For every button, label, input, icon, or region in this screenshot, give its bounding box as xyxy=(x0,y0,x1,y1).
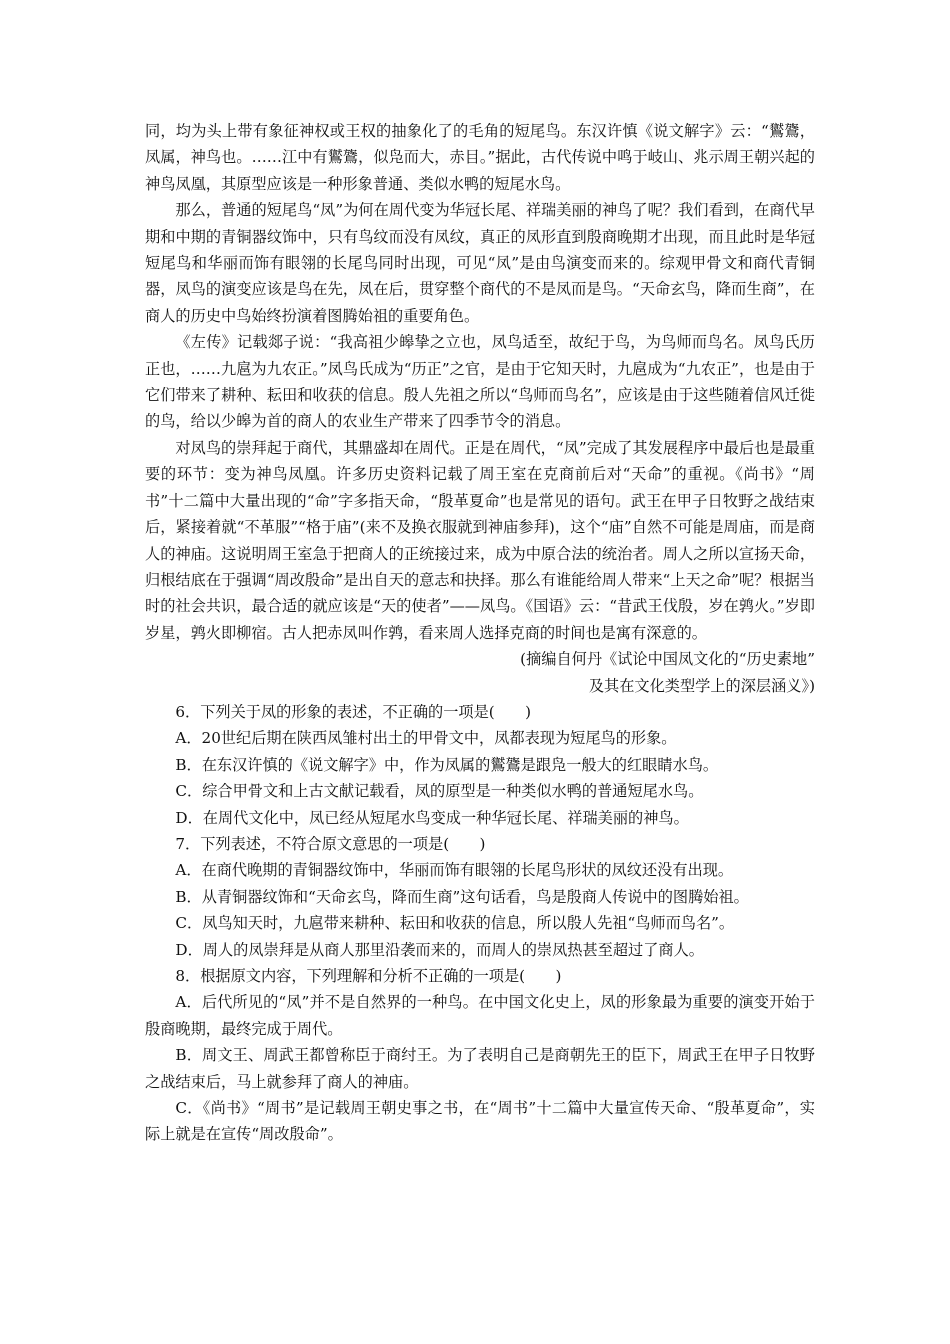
question-8-option-a: A．后代所见的“凤”并不是自然界的一种鸟。在中国文化史上，凤的形象最为重要的演变开始于殷商晚期，最终完成于周代。 xyxy=(145,993,815,1038)
question-6-option-b: B．在东汉许慎的《说文解字》中，作为凤属的鸑鷟是跟凫一般大的红眼睛水鸟。 xyxy=(175,755,719,774)
question-8-option-c: C．《尚书》“周书”是记载周王朝史事之书，在“周书”十二篇中大量宣传天命、“殷革夏命”，实际上就是在宣传“周改殷命”。 xyxy=(145,1099,815,1144)
question-7-option-b: B．从青铜器纹饰和“天命玄鸟，降而生商”这句话看，鸟是殷商人传说中的图腾始祖。 xyxy=(175,887,749,906)
passage-paragraph-2: 那么，普通的短尾鸟“凤”为何在周代变为华冠长尾、祥瑞美丽的神鸟了呢？我们看到，在商代早期和中期的青铜器纹饰中，只有鸟纹而没有凤纹，真正的凤形直到殷商晚期才出现，而且此时是华冠短尾鸟和华丽而饰有眼翎的长尾鸟同时出现，可见“凤”是由鸟演变而来的。综观甲骨文和商代青铜器，凤鸟的演变应该是鸟在先，凤在后，贯穿整个商代的不是凤而是鸟。“天命玄鸟，降而生商”，在商人的历史中鸟始终扮演着图腾始祖的重要角色。 xyxy=(145,201,815,325)
question-7-option-a: A．在商代晚期的青铜器纹饰中，华丽而饰有眼翎的长尾鸟形状的凤纹还没有出现。 xyxy=(175,861,734,880)
question-6-option-d: D．在周代文化中，凤已经从短尾水鸟变成一种华冠长尾、祥瑞美丽的神鸟。 xyxy=(175,808,689,827)
question-8-option-b: B．周文王、周武王都曾称臣于商纣王。为了表明自己是商朝先王的臣下，周武王在甲子日牧野之战结束后，马上就参拜了商人的神庙。 xyxy=(145,1046,815,1091)
question-7-option-d: D．周人的凤崇拜是从商人那里沿袭而来的，而周人的崇凤热甚至超过了商人。 xyxy=(175,940,704,959)
question-7-option-c: C．凤鸟知天时，九扈带来耕种、耘田和收获的信息，所以殷人先祖“鸟师而鸟名”。 xyxy=(175,914,735,933)
question-6-option-c: C．综合甲骨文和上古文献记载看，凤的原型是一种类似水鸭的普通短尾水鸟。 xyxy=(175,782,704,801)
question-7-stem: 7．下列表述，不符合原文意思的一项是( ) xyxy=(175,834,486,853)
question-6-stem: 6．下列关于凤的形象的表述，不正确的一项是( ) xyxy=(175,702,532,721)
source-citation-line-1: (摘编自何丹《试论中国凤文化的“历史素地” xyxy=(520,650,815,669)
source-citation-line-2: 及其在文化类型学上的深层涵义》) xyxy=(588,676,815,695)
passage-paragraph-1: 同，均为头上带有象征神权或王权的抽象化了的毛角的短尾鸟。东汉许慎《说文解字》云：“鸑鷟，凤属，神鸟也。……江中有鸑鷟，似凫而大，赤目。”据此，古代传说中鸣于岐山、兆示周王朝兴起的神鸟凤凰，其原型应该是一种形象普通、类似水鸭的短尾水鸟。 xyxy=(145,122,815,193)
passage-paragraph-3: 《左传》记载郯子说：“我高祖少皞挚之立也，凤鸟适至，故纪于鸟，为鸟师而鸟名。凤鸟氏历正也，……九扈为九农正。”凤鸟氏成为“历正”之官，是由于它知天时，九扈成为“九农正”，也是由于它们带来了耕种、耘田和收获的信息。殷人先祖之所以“鸟师而鸟名”，应该是由于这些随着信风迁徙的鸟，给以少皞为首的商人的农业生产带来了四季节令的消息。 xyxy=(145,333,815,431)
document-body xyxy=(145,118,815,1148)
question-6-option-a: A．20世纪后期在陕西凤雏村出土的甲骨文中，凤都表现为短尾鸟的形象。 xyxy=(175,729,677,748)
passage-paragraph-4: 对凤鸟的崇拜起于商代，其鼎盛却在周代。正是在周代，“凤”完成了其发展程序中最后也是最重要的环节：变为神鸟凤凰。许多历史资料记载了周王室在克商前后对“天命”的重视。《尚书》“周书”十二篇中大量出现的“命”字多指天命，“殷革夏命”也是常见的语句。武王在甲子日牧野之战结束后，紧接着就“不革服”“格于庙”(来不及换衣服就到神庙参拜)，这个“庙”自然不可能是周庙，而是商人的神庙。这说明周王室急于把商人的正统接过来，成为中原合法的统治者。周人之所以宣扬天命，归根结底在于强调“周改殷命”是出自天的意志和抉择。那么有谁能给周人带来“上天之命”呢？根据当时的社会共识，最合适的就应该是“天的使者”——凤鸟。《国语》云：“昔武王伐殷，岁在鹑火。”岁即岁星，鹑火即柳宿。古人把赤凤叫作鹑，看来周人选择克商的时间也是寓有深意的。 xyxy=(145,438,815,642)
question-8-stem: 8．根据原文内容，下列理解和分析不正确的一项是( ) xyxy=(175,967,562,985)
